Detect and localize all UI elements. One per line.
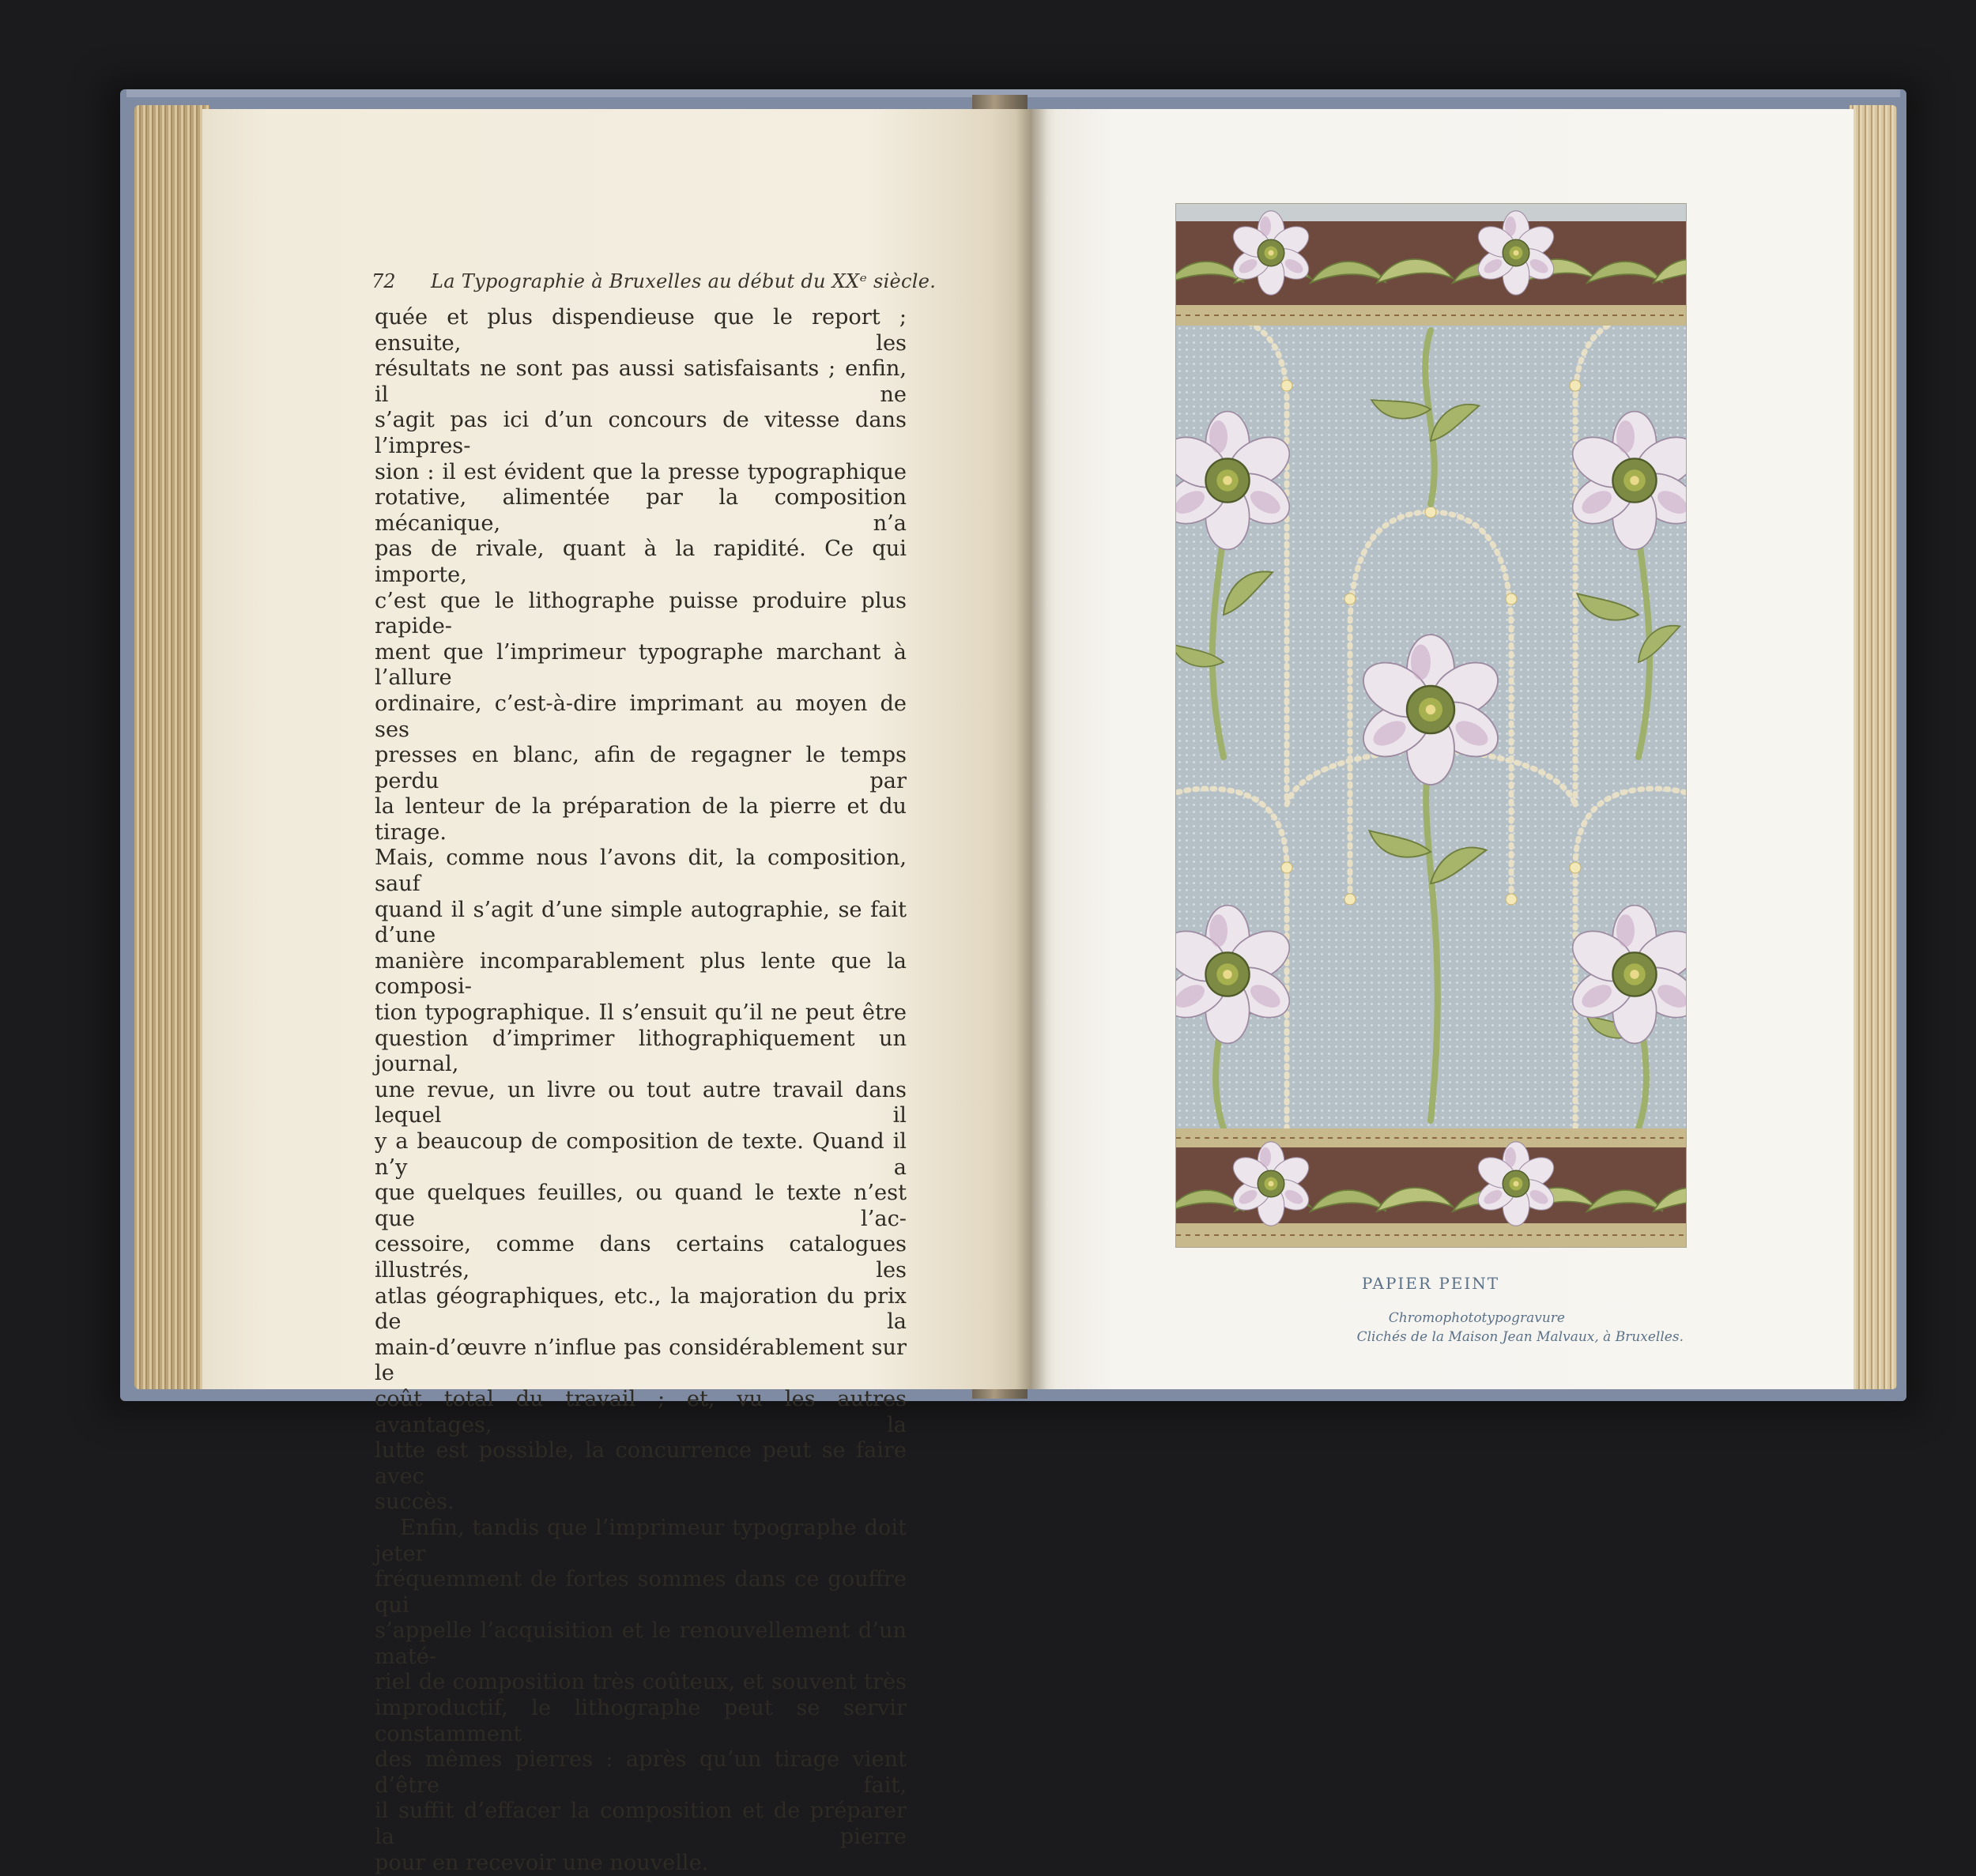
text-line: que quelques feuilles, ou quand le texte n’est que l’ac- [375,1181,907,1231]
text-line: cessoire, comme dans certains catalogues illustrés, les [375,1232,907,1283]
text-line: tion typographique. Il s’ensuit qu’il ne peut être [375,1000,907,1026]
text-line: atlas géographiques, etc., la majoration du prix de la [375,1283,907,1335]
plate-process: Chromophototypogravure [1388,1310,1565,1326]
text-line: riel de composition très coûteux, et souvent très [375,1670,907,1695]
text-line: fréquemment de fortes sommes dans ce gouffre qui [375,1567,907,1618]
text-line: s’agit pas ici d’un concours de vitesse dans l’impres- [375,408,907,458]
wallpaper-plate [1176,204,1686,1247]
text-line: ment que l’imprimeur typographe marchant à l’allure [375,639,907,691]
text-line: la lenteur de la préparation de la pierre et du tirage. [375,794,907,845]
text-line: coût total du travail ; et, vu les autres avantages, la [375,1386,907,1437]
text-line: question d’imprimer lithographiquement un journal, [375,1026,907,1077]
text-line: rotative, alimentée par la composition mécanique, n’a [375,485,907,536]
text-line: pas de rivale, quant à la rapidité. Ce qui importe, [375,537,907,587]
text-line: pour en recevoir une nouvelle. [375,1850,709,1875]
text-line: quand il s’agit d’une simple autographie, se fait d’une [375,897,907,948]
text-line: main-d’œuvre n’influe pas considérablement sur le [375,1335,907,1386]
text-line: ordinaire, c’est-à-dire imprimant au moyen de ses [375,691,907,742]
floral-pattern-illustration [1176,204,1686,1247]
text-line: Enfin, tandis que l’imprimeur typographe doit jeter [375,1515,907,1566]
text-line: s’appelle l’acquisition et le renouvellement d’un maté- [375,1618,907,1669]
page-number: 72 [371,270,396,292]
text-line: lutte est possible, la concurrence peut se faire avec [375,1438,907,1489]
running-head-title: La Typographie à Bruxelles au début du XXᵉ siècle. [431,270,937,292]
text-line: succès. [375,1490,454,1515]
text-line: quée et plus dispendieuse que le report ; ensuite, les [375,305,907,356]
plate-credit: Clichés de la Maison Jean Malvaux, à Bruxelles. [1356,1329,1684,1345]
plate-caption-credit [1265,1309,1684,1347]
text-line: sion : il est évident que la presse typographique [375,459,907,484]
text-line: manière incomparablement plus lente que la composi- [375,948,907,1000]
text-line: résultats ne sont pas aussi satisfaisants ; enfin, il ne [375,356,907,407]
body-text [375,305,907,1876]
text-line: une revue, un livre ou tout autre travail dans lequel il [375,1077,907,1128]
text-line: c’est que le lithographe puisse produire plus rapide- [375,588,907,639]
text-line: il suffit d’effacer la composition et de préparer la pierre [375,1799,907,1850]
gutter-shadow [1016,109,1047,1389]
plate-caption-title: PAPIER PEINT [1361,1274,1500,1293]
running-head [371,270,937,302]
left-page-edges [134,105,209,1389]
text-line: des mêmes pierres : après qu’un tirage vient d’être fait, [375,1747,907,1798]
text-line: presses en blanc, afin de regagner le temps perdu par [375,743,907,793]
text-line: y a beaucoup de composition de texte. Quand il n’y a [375,1129,907,1180]
text-line: Mais, comme nous l’avons dit, la composition, sauf [375,846,907,897]
right-page-edges [1850,105,1897,1389]
text-line: improductif, le lithographe peut se servir constamment [375,1696,907,1746]
